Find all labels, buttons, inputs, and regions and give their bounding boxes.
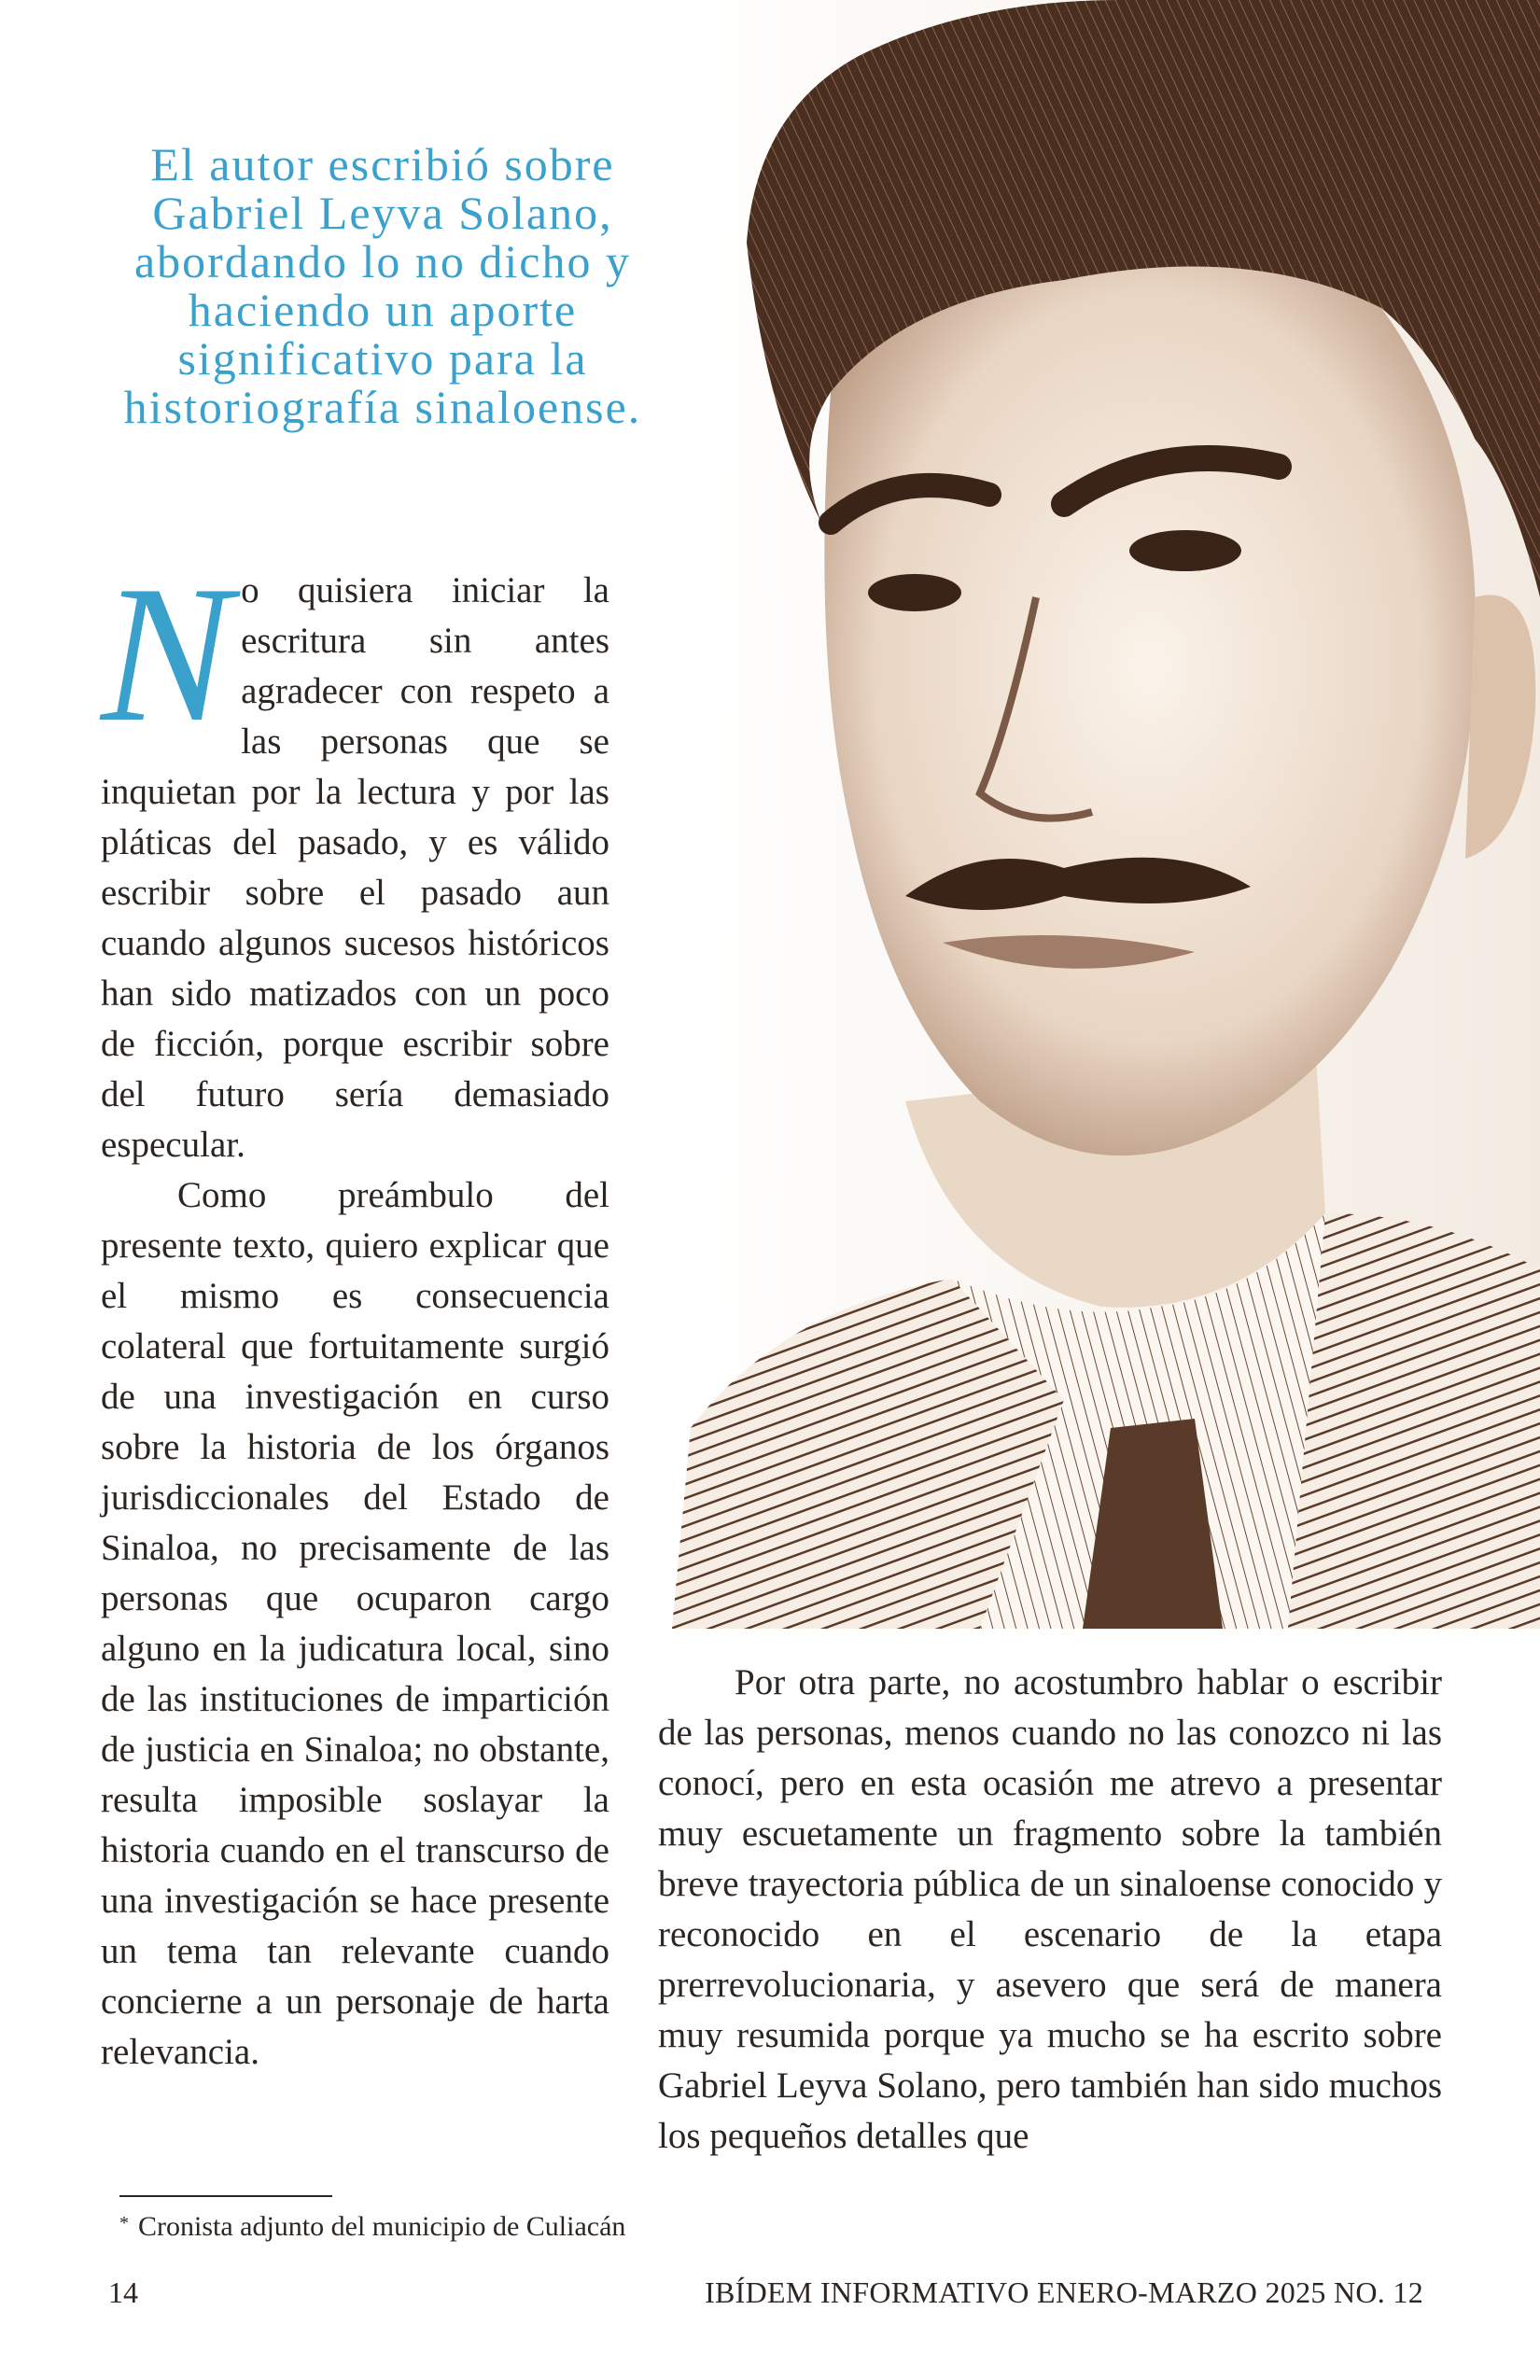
article-column-right — [658, 1658, 1442, 2162]
article-column-left — [101, 546, 609, 2078]
running-footer: IBÍDEM INFORMATIVO ENERO-MARZO 2025 NO. 12 — [705, 2275, 1423, 2309]
portrait-illustration — [672, 0, 1540, 1629]
page-number: 14 — [108, 2275, 138, 2309]
drop-cap: N — [101, 546, 232, 763]
footnote-text: Cronista adjunto del municipio de Culiacán — [138, 2211, 626, 2242]
pull-quote: El autor escribió sobre Gabriel Leyva Solano, abordando lo no dicho y haciendo un aporte significativo para la historiografía sinaloense. — [123, 138, 642, 433]
paragraph-3: Por otra parte, no acostumbro hablar o escribir de las personas, menos cuando no las conozco ni las conocí, pero en esta ocasión me atrevo a presentar muy escuetamente un fragmento sobre la también breve trayectoria pública de un sinaloense conocido y reconocido en el escenario de la etapa prerrevolucionaria, y asevero que será de manera muy resumida porque ya mucho se ha escrito sobre Gabriel Leyva Solano, pero también han sido muchos los pequeños detalles que — [658, 1662, 1442, 2156]
right-eye — [1129, 530, 1241, 571]
paragraph-1-text: o quisiera iniciar la escritura sin antes agradecer con respeto a las personas que se inquietan por la lectura y por las pláticas del pasado, y es válido escribir sobre el pasado aun cuando algunos sucesos históricos han sido matizados con un poco de ficción, porque escribir sobre del futuro sería demasiado especular. — [101, 570, 609, 1165]
paragraph-2: Como preámbulo del presente texto, quiero explicar que el mismo es consecuencia colateral que fortuitamente surgió de una investigación en curso sobre la historia de los órganos jurisdiccionales del Estado de Sinaloa, no precisamente de las personas que ocuparon cargo alguno en la judicatura local, sino de las instituciones de impartición de justicia en Sinaloa; no obstante, resulta imposible soslayar la historia cuando en el transcurso de una investigación se hace presente un tema tan relevante cuando concierne a un personaje de harta relevancia. — [101, 1175, 609, 2072]
footnote-divider — [119, 2195, 332, 2197]
left-eye — [868, 574, 961, 611]
footnote — [119, 2205, 625, 2247]
footnote-marker: * — [119, 2213, 129, 2233]
paragraph-1 — [101, 546, 609, 1170]
